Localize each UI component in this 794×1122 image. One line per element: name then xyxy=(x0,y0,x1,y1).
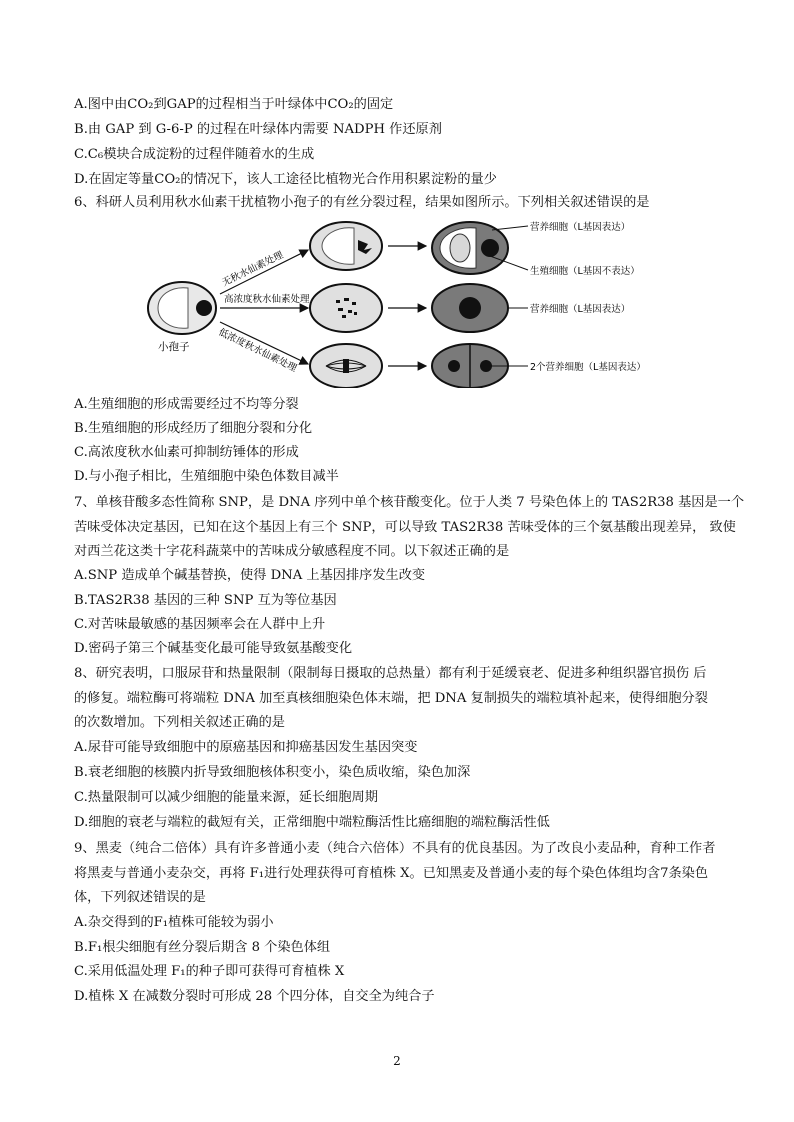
label-vegetative-cell-mid: 营养细胞（L基因表达） xyxy=(530,304,631,315)
q6-option-c: C.高浓度秋水仙素可抑制纺锤体的形成 xyxy=(74,445,299,460)
q6-figure xyxy=(140,216,660,388)
q7-option-b: B.TAS2R38 基因的三种 SNP 互为等位基因 xyxy=(74,593,337,608)
q7-stem-line-2: 苦味受体决定基因，已知在这个基因上有三个 SNP，可以导致 TAS2R38 苦味受体的三个氨基酸出现差异， 致使 xyxy=(74,520,736,535)
q8-option-b: B.衰老细胞的核膜内折导致细胞核体积变小，染色质收缩，染色加深 xyxy=(74,765,471,780)
q6-option-d: D.与小孢子相比，生殖细胞中染色体数目减半 xyxy=(74,469,339,484)
q5-option-b: B.由 GAP 到 G-6-P 的过程在叶绿体内需要 NADPH 作还原剂 xyxy=(74,122,442,137)
q5-option-d: D.在固定等量CO₂的情况下，该人工途径比植物光合作用积累淀粉的量少 xyxy=(74,172,497,187)
q8-option-a: A.尿苷可能导致细胞中的原癌基因和抑癌基因发生基因突变 xyxy=(74,740,418,755)
q9-option-c: C.采用低温处理 F₁的种子即可获得可育植株 X xyxy=(74,964,345,979)
q7-option-d: D.密码子第三个碱基变化最可能导致氨基酸变化 xyxy=(74,641,353,656)
q6-stem: 6、科研人员利用秋水仙素干扰植物小孢子的有丝分裂过程，结果如图所示。下列相关叙述错误的是 xyxy=(74,195,650,210)
label-vegetative-cell-top: 营养细胞（L基因表达） xyxy=(530,222,631,233)
q5-option-a: A.图中由CO₂到GAP的过程相当于叶绿体中CO₂的固定 xyxy=(74,97,394,112)
microspore-cell xyxy=(148,282,216,334)
label-generative-cell: 生殖细胞（L基因不表达） xyxy=(530,266,640,277)
q9-stem-line-1: 9、黑麦（纯合二倍体）具有许多普通小麦（纯合六倍体）不具有的优良基因。为了改良小麦品种，育种工作者 xyxy=(74,841,716,856)
q9-option-a: A.杂交得到的F₁植株可能较为弱小 xyxy=(74,915,274,930)
arrow-label-no-colchicine: 无秋水仙素处理 xyxy=(220,249,286,289)
q9-stem-line-2: 将黑麦与普通小麦杂交，再将 F₁进行处理获得可育植株 X。已知黑麦及普通小麦的每个染色体组均含7条染色 xyxy=(74,866,709,881)
q7-option-c: C.对苦味最敏感的基因频率会在人群中上升 xyxy=(74,617,326,632)
label-two-vegetative-cells: 2个营养细胞（L基因表达） xyxy=(530,362,646,373)
page-number: 2 xyxy=(393,1054,401,1068)
q9-stem-line-3: 体，下列叙述错误的是 xyxy=(74,890,206,905)
arrow-label-high-colchicine: 高浓度秋水仙素处理 xyxy=(224,294,310,305)
arrow-label-low-colchicine: 低浓度秋水仙素处理 xyxy=(216,326,299,375)
dividing-cell-top xyxy=(310,222,382,270)
q8-option-c: C.热量限制可以减少细胞的能量来源，延长细胞周期 xyxy=(74,790,378,805)
q6-option-a: A.生殖细胞的形成需要经过不均等分裂 xyxy=(74,397,299,412)
q8-stem-line-1: 8、研究表明，口服尿苷和热量限制（限制每日摄取的总热量）都有利于延缓衰老、促进多种组织器官损伤 后 xyxy=(74,666,707,681)
q9-option-d: D.植株 X 在减数分裂时可形成 28 个四分体，自交全为纯合子 xyxy=(74,989,435,1004)
microspore-label: 小孢子 xyxy=(158,341,190,353)
q7-stem-line-1: 7、单核苷酸多态性简称 SNP，是 DNA 序列中单个核苷酸变化。位于人类 7 号染色体上的 TAS2R38 基因是一个 xyxy=(74,495,745,510)
q8-stem-line-3: 的次数增加。下列相关叙述正确的是 xyxy=(74,715,285,730)
q9-option-b: B.F₁根尖细胞有丝分裂后期含 8 个染色体组 xyxy=(74,940,331,955)
q5-option-c: C.C₆模块合成淀粉的过程伴随着水的生成 xyxy=(74,147,315,162)
q7-option-a: A.SNP 造成单个碱基替换，使得 DNA 上基因排序发生改变 xyxy=(74,568,426,583)
q6-option-b: B.生殖细胞的形成经历了细胞分裂和分化 xyxy=(74,421,313,436)
result-cell-mid xyxy=(432,284,508,332)
q8-option-d: D.细胞的衰老与端粒的截短有关，正常细胞中端粒酶活性比癌细胞的端粒酶活性低 xyxy=(74,815,550,830)
dividing-cell-mid xyxy=(310,284,382,332)
q8-stem-line-2: 的修复。端粒酶可将端粒 DNA 加至真核细胞染色体末端，把 DNA 复制损失的端粒填补起来，使得细胞分裂 xyxy=(74,691,708,706)
q7-stem-line-3: 对西兰花这类十字花科蔬菜中的苦味成分敏感程度不同。以下叙述正确的是 xyxy=(74,544,510,559)
dividing-cell-bot xyxy=(310,344,382,388)
